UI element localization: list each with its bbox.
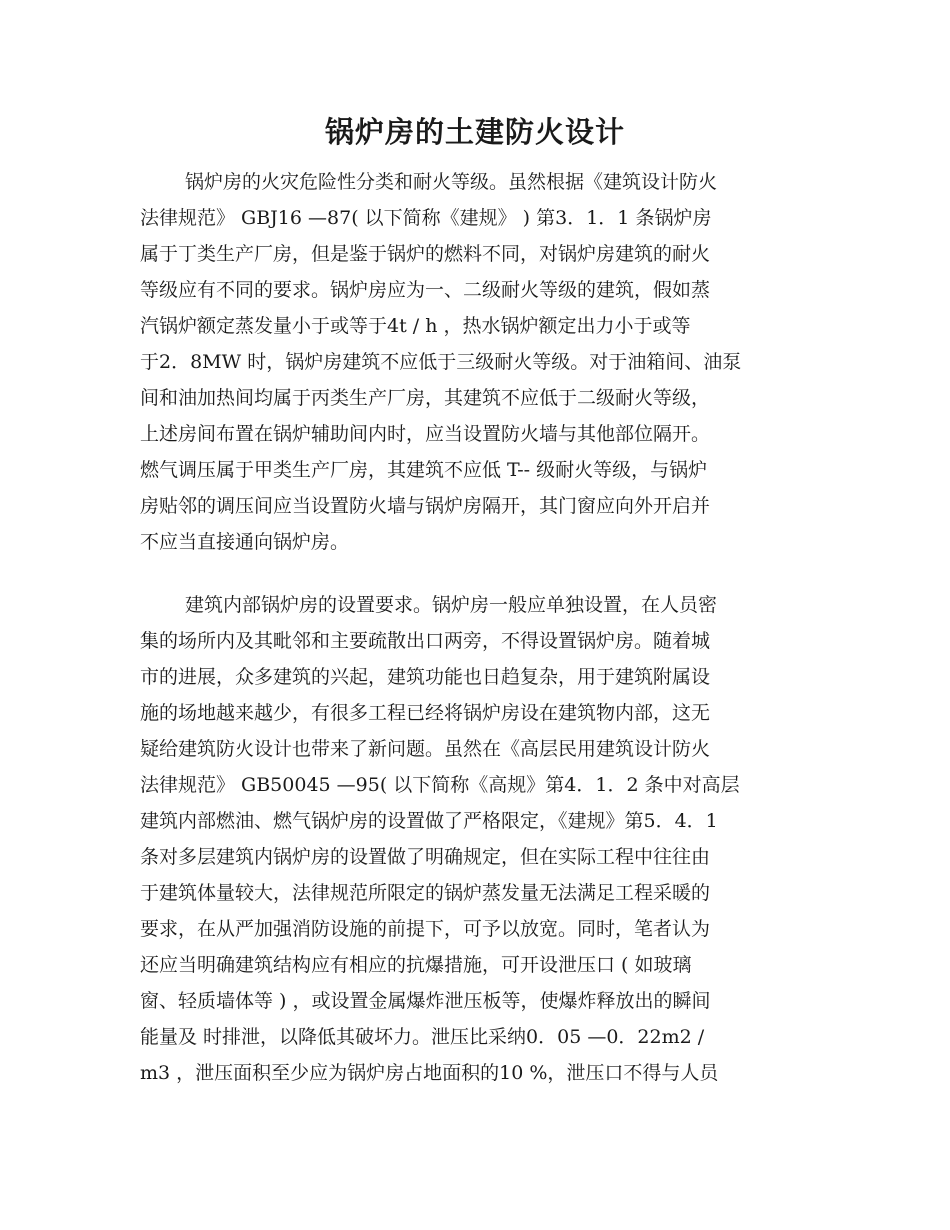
- text-line: 法律规范》 GBJ16 —87( 以下简称《建规》 ) 第3．1．1 条锅炉房: [140, 207, 712, 229]
- document-title: 锅炉房的土建防火设计: [324, 115, 625, 149]
- text-line: 于2．8MW 时，锅炉房建筑不应低于三级耐火等级。对于油箱间、油泵: [140, 351, 742, 373]
- text-line: 房贴邻的调压间应当设置防火墙与锅炉房隔开，其门窗应向外开启并: [140, 495, 711, 517]
- text-line: 窗、轻质墙体等 ) ，或设置金属爆炸泄压板等，使爆炸释放出的瞬间: [140, 990, 711, 1012]
- text-line: 能量及 时排泄，以降低其破坏力。泄压比采纳0．05 —0．22m2 /: [140, 1026, 705, 1048]
- text-line: 还应当明确建筑结构应有相应的抗爆措施，可开设泄压口 ( 如玻璃: [140, 954, 692, 976]
- text-line: 不应当直接通向锅炉房。: [140, 531, 350, 553]
- paragraph-interior-boiler-room: [140, 587, 812, 1091]
- text-line: 法律规范》 GB50045 —95( 以下简称《高规》第4．1．2 条中对高层: [140, 774, 740, 796]
- text-line: 要求，在从严加强消防设施的前提下，可予以放宽。同时，笔者认为: [140, 918, 711, 940]
- text-line: 汽锅炉额定蒸发量小于或等于4t / h ，热水锅炉额定出力小于或等: [140, 315, 691, 337]
- text-line: 条对多层建筑内锅炉房的设置做了明确规定，但在实际工程中往往由: [140, 846, 711, 868]
- text-line: 等级应有不同的要求。锅炉房应为一、二级耐火等级的建筑，假如蒸: [140, 279, 711, 301]
- text-line: 锅炉房的火灾危险性分类和耐火等级。虽然根据《建筑设计防火: [185, 171, 718, 193]
- paragraph-fire-rating: [140, 164, 812, 560]
- text-line: 集的场所内及其毗邻和主要疏散出口两旁，不得设置锅炉房。随着城: [140, 630, 711, 652]
- text-line: 属于丁类生产厂房，但是鉴于锅炉的燃料不同，对锅炉房建筑的耐火: [140, 243, 711, 265]
- text-line: 燃气调压属于甲类生产厂房，其建筑不应低 T-- 级耐火等级，与锅炉: [140, 459, 708, 481]
- text-line: 市的进展，众多建筑的兴起，建筑功能也日趋复杂，用于建筑附属设: [140, 666, 711, 688]
- text-line: 于建筑体量较大，法律规范所限定的锅炉蒸发量无法满足工程采暖的: [140, 882, 711, 904]
- text-line: 疑给建筑防火设计也带来了新问题。虽然在《高层民用建筑设计防火: [140, 738, 711, 760]
- text-line: m3 ，泄压面积至少应为锅炉房占地面积的10 %，泄压口不得与人员: [140, 1062, 719, 1084]
- text-line: 建筑内部锅炉房的设置要求。锅炉房一般应单独设置，在人员密: [185, 594, 718, 616]
- text-line: 施的场地越来越少，有很多工程已经将锅炉房设在建筑物内部，这无: [140, 702, 711, 724]
- text-line: 建筑内部燃油、燃气锅炉房的设置做了严格限定，《建规》第5．4．1: [140, 810, 718, 832]
- text-line: 上述房间布置在锅炉辅助间内时，应当设置防火墙与其他部位隔开。: [140, 423, 711, 445]
- text-line: 间和油加热间均属于丙类生产厂房，其建筑不应低于二级耐火等级，: [140, 387, 711, 409]
